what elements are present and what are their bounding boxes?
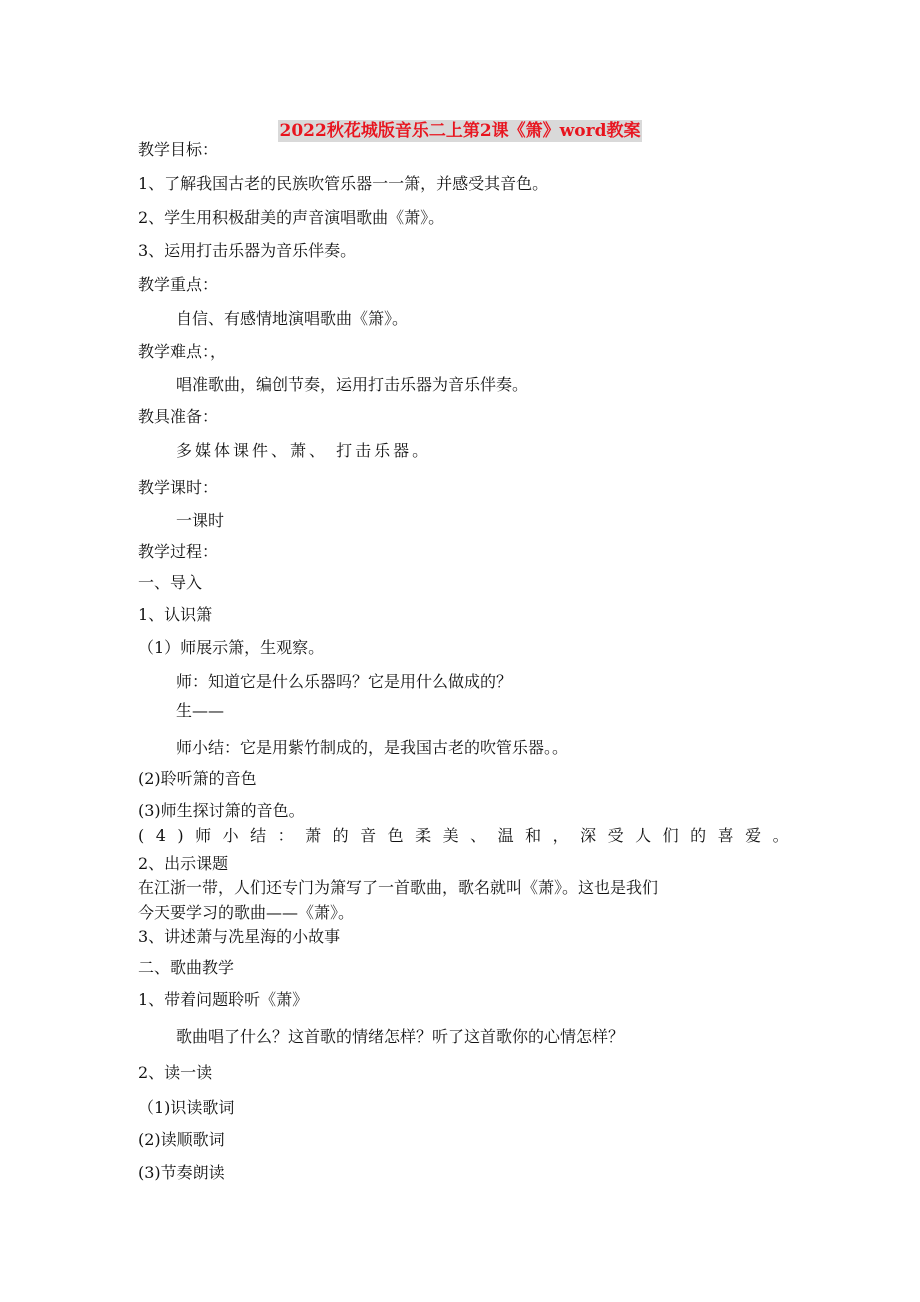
step-read: 2、读一读: [138, 1063, 213, 1082]
objective-3: 3、运用打击乐器为音乐伴奏。: [138, 241, 357, 260]
heading-class-hours: 教学课时：: [138, 478, 219, 497]
paragraph-line-1: 在江浙一带，人们还专门为箫写了一首歌曲，歌名就叫《萧》。这也是我们: [138, 878, 659, 897]
step-story: 3、讲述萧与冼星海的小故事: [138, 927, 341, 946]
heading-key-points: 教学重点：: [138, 275, 219, 294]
teacher-question: 师：知道它是什么乐器吗？它是用什么做成的？: [176, 672, 513, 691]
heading-materials: 教具准备：: [138, 407, 219, 426]
substep-4: (4)师小结：萧的音色柔美、温和，深受人们的喜爱。: [138, 826, 801, 845]
listen-questions: 歌曲唱了什么？这首歌的情绪怎样？听了这首歌你的心情怎样？: [176, 1027, 625, 1046]
objective-2: 2、学生用积极甜美的声音演唱歌曲《萧》。: [138, 208, 445, 227]
step-show-title: 2、出示课题: [138, 854, 229, 873]
substep-2: (2)聆听箫的音色: [138, 769, 257, 788]
read-substep-3: (3)节奏朗读: [138, 1163, 225, 1182]
student-answer: 生——: [176, 701, 225, 720]
heading-teaching-objectives: 教学目标：: [138, 140, 219, 159]
document-title-bar: [0, 116, 920, 141]
section-intro: 一、导入: [138, 573, 203, 592]
substep-3: (3)师生探讨箫的音色。: [138, 801, 305, 820]
difficulty-text: 唱准歌曲，编创节奏，运用打击乐器为音乐伴奏。: [176, 375, 529, 394]
teacher-summary-1: 师小结：它是用紫竹制成的，是我国古老的吹管乐器。。: [176, 738, 569, 757]
read-substep-2: (2)读顺歌词: [138, 1130, 225, 1149]
section-song-teaching: 二、歌曲教学: [138, 958, 235, 977]
heading-difficulties: 教学难点：，: [138, 342, 227, 361]
paragraph-line-2: 今天要学习的歌曲——《萧》。: [138, 903, 355, 922]
heading-process: 教学过程：: [138, 542, 219, 561]
step-know-xiao: 1、认识箫: [138, 605, 213, 624]
class-hours-text: 一课时: [176, 511, 225, 530]
key-point-text: 自信、有感情地演唱歌曲《箫》。: [176, 309, 409, 328]
step-listen: 1、带着问题聆听《萧》: [138, 990, 309, 1009]
substep-1: （1）师展示箫，生观察。: [138, 638, 325, 657]
document-title: 2022秋花城版音乐二上第2课《箫》word教案: [279, 121, 641, 141]
read-substep-1: （1)识读歌词: [138, 1098, 235, 1117]
objective-1: 1、了解我国古老的民族吹管乐器一一箫，并感受其音色。: [138, 174, 549, 193]
materials-text: 多媒体课件、萧、 打击乐器。: [176, 441, 432, 460]
